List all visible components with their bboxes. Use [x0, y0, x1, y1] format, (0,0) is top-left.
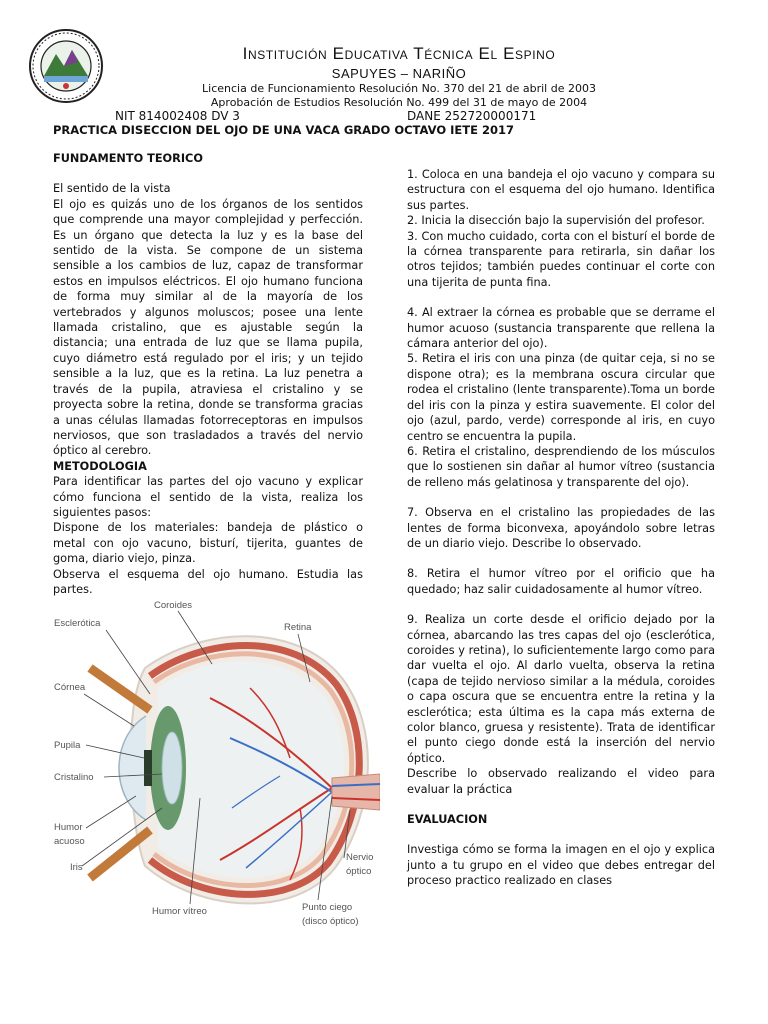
label-cristalino: Cristalino: [54, 772, 94, 783]
label-iris: Iris: [70, 862, 83, 873]
label-coroides: Coroides: [154, 600, 193, 611]
label-disco-optico: (disco óptico): [302, 916, 359, 927]
label-humor-acuoso-2: acuoso: [54, 836, 85, 847]
step-7: 7. Observa en el cristalino las propiedades de las lentes de forma biconvexa, apoyándolo sobre letras de un diario viejo. Describe lo observado.: [407, 506, 715, 550]
step-4: 4. Al extraer la córnea es probable que se derrame el humor acuoso (sustancia transparente que rellena la cámara anterior del ojo).: [407, 306, 715, 351]
institution-place: SAPUYES – NARIÑO: [331, 66, 467, 81]
label-pupila: Pupila: [54, 740, 81, 751]
step-8: 8. Retira el humor vítreo por el orificio que ha quedado; haz salir cuidadosamente al humor vítreo.: [407, 567, 715, 596]
metodologia-heading: METODOLOGIA: [53, 459, 147, 473]
sense-title: El sentido de la vista: [53, 182, 171, 196]
label-humor-acuoso: Humor: [54, 822, 83, 833]
step-9: 9. Realiza un corte desde el orificio dejado por la córnea, abarcando las tres capas del ojo (esclerótica, coroides y retina), lo suficientemente largo como para dar vuelta el ojo. Al darlo vuelta, observa la retina (capa de tejido nervioso similar a la médula, coroides o capa oscura que se encuentra entre la retina y la esclerótica; esta última es la capa más externa de color blanco, gruesa y resistente). Trata de identificar el punto ciego donde está la inserción del nervio óptico.: [407, 613, 715, 765]
dane-code: DANE 252720000171: [407, 109, 537, 123]
evaluacion-text: Investiga cómo se forma la imagen en el ojo y explica junto a tu grupo en el video que debes entregar del proceso practico realizado en clases: [407, 843, 715, 888]
document-title: PRACTICA DISECCION DEL OJO DE UNA VACA GRADO OCTAVO IETE 2017: [53, 123, 514, 137]
observe-text: Observa el esquema del ojo humano. Estudia las partes.: [53, 567, 363, 596]
label-cornea: Córnea: [54, 682, 86, 693]
step-3: 3. Con mucho cuidado, corta con el bisturí el borde de la córnea transparente para retirarla, sin dañar los otros tejidos; también puedes continuar el corte con una tijerita de punta fina.: [407, 229, 715, 289]
license-line: Licencia de Funcionamiento Resolución No. 370 del 21 de abril de 2003: [202, 82, 596, 95]
fundamento-heading: FUNDAMENTO TEORICO: [53, 152, 203, 165]
fundamento-text: El ojo es quizás uno de los órganos de los sentidos que comprende una mayor complejidad y perfección. Es un órgano que detecta la luz y es la base del sentido de la vista. Se compone de un sistema sensible a los cambios de luz, capaz de transformar estos en impulsos eléctricos. El ojo humano funciona de forma muy similar al de la mayoría de los vertebrados y algunos moluscos; posee una lente llamada cristalino, que es ajustable según la distancia; una entrada de luz que se llama pupila, cuyo diámetro está regulado por el iris; y un tejido sensible a la luz, que es la retina. La luz penetra a través de la pupila, atraviesa el cristalino y se proyecta sobre la retina, donde se transforma gracias a unas células llamadas fotorreceptoras en impulsos nerviosos, que son trasladados a través del nervio óptico al cerebro.: [53, 197, 363, 458]
eye-diagram: [50, 598, 380, 934]
left-column: [53, 151, 363, 597]
step-5: 5. Retira el iris con una pinza (de quitar ceja, si no se dispone otra); es la membrana oscura circular que rodea el cristalino (lente transparente).Toma un borde del iris con la pinza y estira suavemente. El color del ojo (azul, pardo, verde) corresponde al iris, en cuyo centro se encuentra la pupila.: [407, 352, 715, 443]
metodologia-text: Para identificar las partes del ojo vacuno y explicar cómo funciona el sentido de la vista, realiza los siguientes pasos:: [53, 475, 363, 519]
right-column: [407, 167, 715, 889]
label-nervio: Nervio: [346, 852, 374, 863]
label-retina: Retina: [284, 622, 312, 633]
label-punto-ciego: Punto ciego: [302, 902, 353, 913]
label-esclerotica: Esclerótica: [54, 618, 101, 629]
approval-line: Aprobación de Estudios Resolución No. 499 del 31 de mayo de 2004: [210, 96, 588, 109]
step-6: 6. Retira el cristalino, desprendiendo de los músculos que lo sostienen sin dañar al humor vítreo (sustancia de relleno más gelatinosa y transparente del ojo).: [407, 444, 715, 489]
describe-text: Describe lo observado realizando el video para evaluar la práctica: [407, 767, 715, 796]
institution-name: Institución Educativa Técnica El Espino: [242, 44, 556, 63]
materials-text: Dispone de los materiales: bandeja de plástico o metal con ojo vacuno, bisturí, tijerita, guantes de goma, diario viejo, pinza.: [53, 521, 363, 566]
evaluacion-heading: EVALUACION: [407, 813, 488, 827]
step-1: 1. Coloca en una bandeja el ojo vacuno y compara su estructura con el esquema del ojo humano. Identifica sus partes.: [407, 168, 715, 212]
label-humor-vitreo: Humor vítreo: [152, 906, 207, 917]
step-2: 2. Inicia la disección bajo la supervisión del profesor.: [407, 214, 705, 228]
label-optico: óptico: [346, 866, 372, 877]
nit-number: NIT 814002408 DV 3: [115, 109, 240, 123]
